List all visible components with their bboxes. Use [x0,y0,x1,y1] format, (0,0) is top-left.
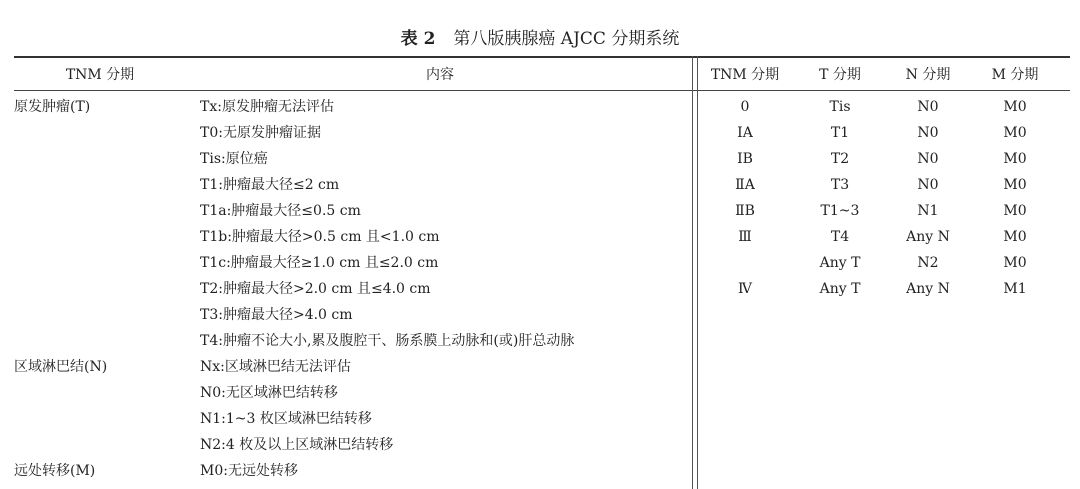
header-rule [14,90,1070,91]
n-stage-cell: N0 [917,177,939,193]
m-stage-cell: M0 [1003,203,1027,219]
t-stage-cell: T3 [830,177,850,193]
t-stage-cell: T1~3 [820,203,860,219]
n-stage-cell: N1 [917,203,939,219]
row-content: T1:肿瘤最大径≤2 cm [200,177,340,193]
t-stage-cell: T2 [830,151,850,167]
row-content: T0:无原发肿瘤证据 [200,125,321,141]
m-stage-cell: M0 [1003,177,1027,193]
m-stage-cell: M0 [1003,229,1027,245]
tnm-stage-cell: ⅠA [737,125,753,141]
n-stage-cell: N2 [917,255,939,271]
n-stage-cell: N0 [917,99,939,115]
tnm-stage-cell: ⅡB [735,203,755,219]
header-n-stage: N 分期 [905,67,951,83]
row-category: 区域淋巴结(N) [14,359,108,375]
tnm-stage-cell: ⅡA [735,177,755,193]
row-content: N2:4 枚及以上区域淋巴结转移 [200,437,394,453]
row-content: Nx:区域淋巴结无法评估 [200,359,351,375]
column-divider [692,56,698,489]
tnm-stage-cell: Ⅳ [738,281,752,297]
row-content: T4:肿瘤不论大小,累及腹腔干、肠系膜上动脉和(或)肝总动脉 [200,333,575,349]
table-caption: 第八版胰腺癌 AJCC 分期系统 [453,29,680,49]
tnm-stage-cell: 0 [740,99,750,115]
n-stage-cell: Any N [906,229,950,245]
row-content: N1:1~3 枚区域淋巴结转移 [200,411,372,427]
m-stage-cell: M1 [1003,281,1027,297]
t-stage-cell: Any T [819,255,861,271]
m-stage-cell: M0 [1003,99,1027,115]
tnm-stage-cell: ⅠB [737,151,753,167]
row-content: T3:肿瘤最大径>4.0 cm [200,307,353,323]
row-content: T1a:肿瘤最大径≤0.5 cm [200,203,361,219]
table-number: 表 2 [400,29,436,49]
header-content: 内容 [426,67,454,83]
n-stage-cell: N0 [917,125,939,141]
table-title [0,24,1080,49]
n-stage-cell: N0 [917,151,939,167]
m-stage-cell: M0 [1003,151,1027,167]
row-content: M0:无远处转移 [200,463,298,479]
t-stage-cell: T4 [830,229,850,245]
row-content: Tis:原位癌 [200,151,268,167]
header-tnm-stage: TNM 分期 [65,67,135,83]
header-t-stage: T 分期 [819,67,861,83]
n-stage-cell: Any N [906,281,950,297]
row-category: 原发肿瘤(T) [14,99,91,115]
row-content: T1b:肿瘤最大径>0.5 cm 且<1.0 cm [200,229,440,245]
m-stage-cell: M0 [1003,125,1027,141]
row-category: 远处转移(M) [14,463,96,479]
m-stage-cell: M0 [1003,255,1027,271]
header-m-stage: M 分期 [991,67,1039,83]
header-tnm-stage-right: TNM 分期 [710,67,780,83]
row-content: T1c:肿瘤最大径≥1.0 cm 且≤2.0 cm [200,255,439,271]
row-content: N0:无区域淋巴结转移 [200,385,338,401]
t-stage-cell: Any T [819,281,861,297]
top-rule [14,56,1070,58]
row-content: T2:肿瘤最大径>2.0 cm 且≤4.0 cm [200,281,431,297]
t-stage-cell: T1 [830,125,850,141]
row-content: Tx:原发肿瘤无法评估 [200,99,334,115]
t-stage-cell: Tis [829,99,851,115]
tnm-stage-cell: Ⅲ [738,229,752,245]
